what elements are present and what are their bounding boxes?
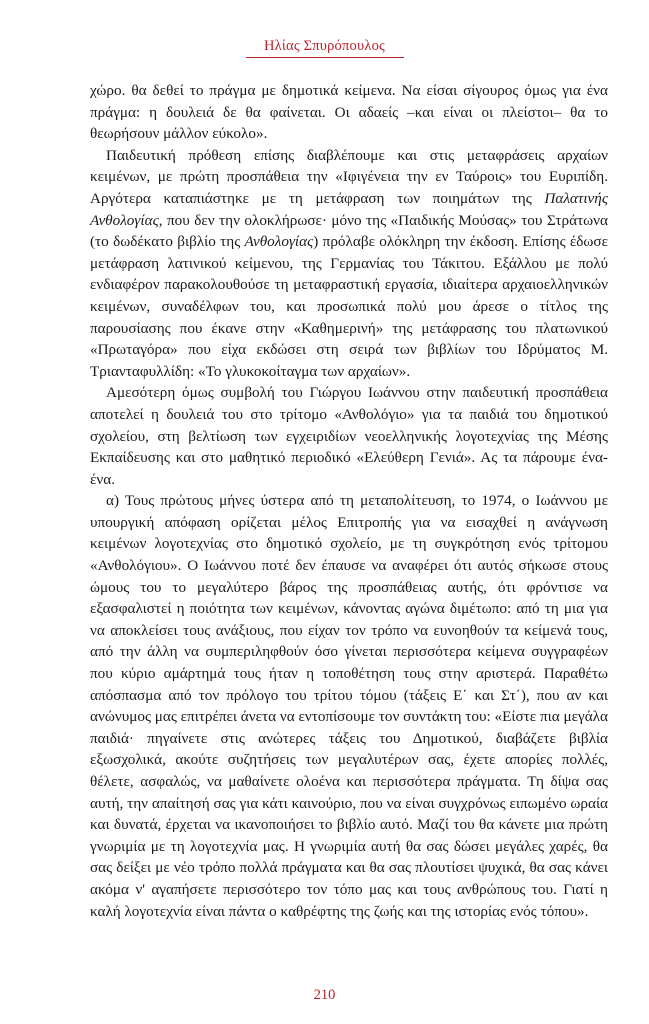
paragraph-text: χώρο. θα δεθεί το πράγμα με δημοτικά κείμενα. Να είσαι σίγουρος όμως για ένα πράγμα: η δουλειά δε θα φαίνεται. Οι αδαείς –και είναι οι πλείστοι– θα το θεωρήσουν μάλλον εύκολο».	[90, 82, 608, 143]
page-number: 210	[313, 987, 336, 1003]
paragraph-text: , που δεν την ολοκλήρωσε· μόνο της «Παιδικής Μούσας» του Στράτωνα (το δωδέκατο βιβλίο της	[90, 211, 608, 251]
paragraph-continuation	[90, 80, 608, 145]
paragraph-text: Παιδευτική πρόθεση επίσης διαβλέπουμε και στις μεταφράσεις αρχαίων κειμένων, με πρώτη προσπάθεια την «Ιφιγένεια την εν Ταύροις» του Ευριπίδη. Αργότερα καταπιάστηκε με τη μετάφραση των ποιημάτων της	[90, 146, 608, 207]
paragraph-text: Αμεσότερη όμως συμβολή του Γιώργου Ιωάννου στην παιδευτική προσπάθεια αποτελεί η δουλειά του στο τρίτομο «Ανθολόγιο» για τα παιδιά του δημοτικού σχολείου, στη βελτίωση των εγχειριδίων νεοελληνικής λογοτεχνίας της Μέσης Εκπαίδευσης και στο μαθητικό περιοδικό «Ελεύθερη Γενιά». Ας τα πάρουμε ένα-ένα.	[90, 384, 608, 488]
italic-title-palatine-anthology: Παλατινής Ανθολογίας	[90, 189, 608, 229]
paragraph-text: ) πρόλαβε ολόκληρη την έκδοση. Επίσης έδωσε μετάφραση λατινικού κείμενου, της Γερμανίας του Τάκιτου. Εξάλλου με πολύ ενδιαφέρον παρακολουθούσε τη μεταφραστική εργασία, ιδιαίτερα αρχαιοελληνικών κειμένων, συναδέλφων του, και προσωπικά πολύ μου άρεσε ο τίτλος της παρουσίασης που έκανε στην «Καθημερινή» της μετάφρασης του πλατωνικού «Πρωταγόρα» που είχα εκδώσει στη σειρά των βιβλίων του Ιδρύματος Μ. Τριανταφυλλίδη: «Το γλυκοκοίταγμα των αρχαίων».	[90, 233, 608, 380]
header-underline-rule	[246, 57, 404, 58]
running-header-author: Ηλίας Σπυρόπουλος	[264, 38, 385, 54]
paragraph-text: α) Τους πρώτους μήνες ύστερα από τη μεταπολίτευση, το 1974, ο Ιωάννου με υπουργική απόφαση ορίζεται μέλος Επιτροπής για να εισαχθεί η ανάγνωση κειμένων λογοτεχνίας στο δημοτικό σχολείο, με τη συγκρότηση ενός τρίτομου «Ανθολόγιου». Ο Ιωάννου ποτέ δεν έπαυσε να αναφέρει ότι αυτός σήκωσε στους ώμους του το μεγαλύτερο βάρος της προσπάθειας αυτής, ότι φρόντισε να εξασφαλιστεί η ποιότητα των κειμένων, κάνοντας αγώνα διμέτωπο: από τη μια για να αποκλείσει τους ανάξιους, που είχαν τον τρόπο να ευνοηθούν τα κείμενά τους, από την άλλη να συμπεριληφθούν όσο γίνεται περισσότερα κείμενα συγγραφέων που κύριο αμάρτημά τους ήταν η τοποθέτηση τους στην αριστερά. Παραθέτω απόσπασμα από τον πρόλογο του τρίτου τόμου (τάξεις Ε΄ και Στ΄), που αν και ανώνυμος μας επιτρέπει άνετα να εντοπίσουμε τον συντάκτη του: «Είστε πια μεγάλα παιδιά· πηγαίνετε στις ανώτερες τάξεις του Δημοτικού, διαβάζετε βιβλία εξωσχολικά, ακούτε συζητήσεις των μεγαλυτέρων σας, έχετε απορίες πολλές, θέλετε, ασφαλώς, να μαθαίνετε ολοένα και περισσότερα πράγματα. Τη δίψα σας αυτή, την απαίτησή σας για κάτι καινούριο, που να είναι συγχρόνως ειπωμένο ωραία και δυνατά, έρχεται να ικανοποιήσει το βιβλίο αυτό. Μαζί του θα κάνετε μια πρώτη γνωριμία με τη λογοτεχνία μας. Η γνωριμία αυτή θα σας δώσει μεγάλες χαρές, θα σας δείξει με νέο τρόπο πολλά πράγματα και θα σας πλουτίσει ψυχικά, θα σας κάνει ακόμα ν' αγαπήσετε περισσότερο τον τόπο μας και τους ανθρώπους του. Γιατί η καλή λογοτεχνία είναι πάντα ο καθρέφτης της ζωής και της ιστορίας ενός τόπου».	[90, 492, 608, 920]
italic-title-anthology: Ανθολογίας	[244, 233, 314, 251]
paragraph-translations	[90, 145, 608, 383]
main-text-block	[90, 80, 608, 922]
paragraph-anthology-committee	[90, 490, 608, 922]
paragraph-contribution	[90, 382, 608, 490]
